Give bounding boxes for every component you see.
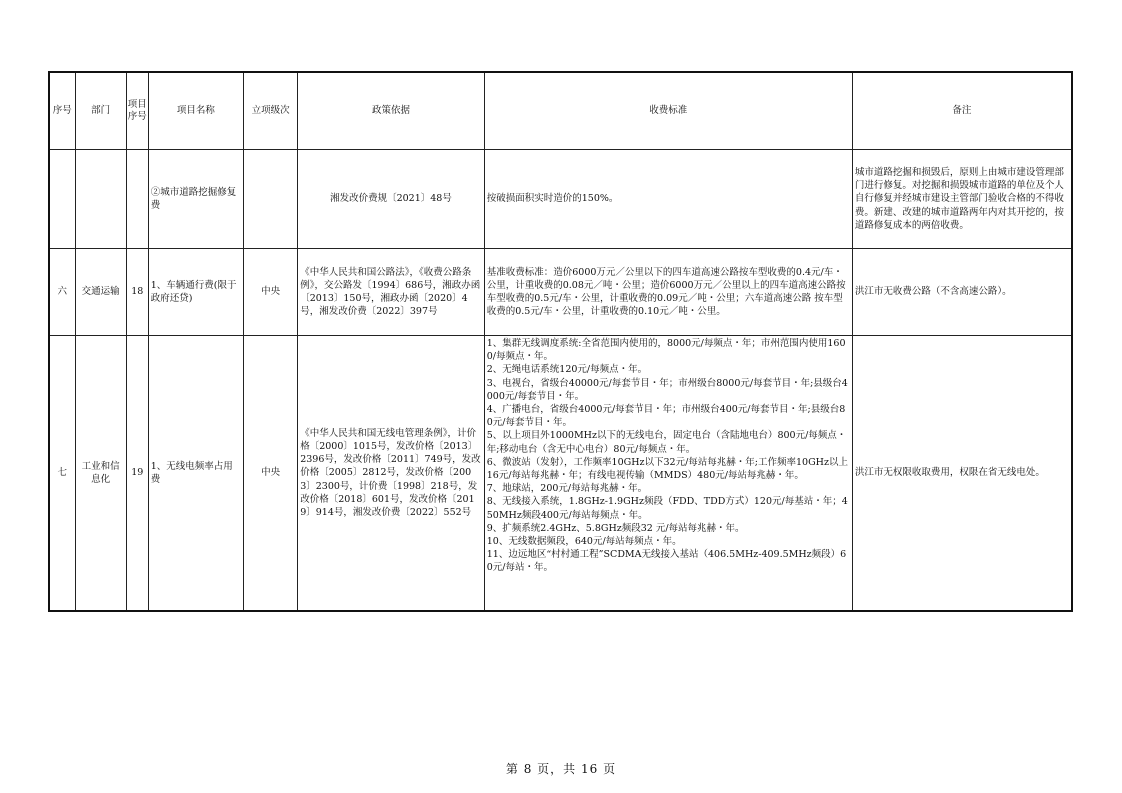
table-row [49,150,1072,249]
row-dept [75,150,126,249]
header-policy: 政策依据 [298,72,485,150]
header-standard: 收费标准 [484,72,852,150]
header-item-name: 项目名称 [148,72,243,150]
row-note: 城市道路挖掘和损毁后，原则上由城市建设管理部门进行修复。对挖掘和损毁城市道路的单位及个人自行修复并经城市建设主管部门验收合格的不得收费。新建、改建的城市道路两年内对其开挖的，按道路修复成本的两倍收费。 [852,150,1072,249]
row-level: 中央 [244,336,298,612]
fee-table [48,71,1073,612]
table-row [49,249,1072,336]
standard-line: 9、扩频系统2.4GHz、5.8GHz频段32 元/每站每兆赫・年。 [486,522,745,534]
row-item-seq [126,150,148,249]
row-item-name: 1、无线电频率占用费 [148,336,243,612]
row-dept: 交通运输 [75,249,126,336]
row-item-seq: 18 [126,249,148,336]
row-seq: 六 [49,249,75,336]
table-row [49,336,1072,612]
header-dept: 部门 [75,72,126,150]
row-standard: 基准收费标准：造价6000万元／公里以下的四车道高速公路按车型收费的0.4元/车・公里，计重收费的0.08元／吨・公里；造价6000万元／公里以上的四车道高速公路按车型收费的0.5元/车・公里，计重收费的0.09元／吨・公里；六车道高速公路 按车型收费的0.5元/车・公里，计重收费的0.10元／吨・公里。 [484,249,852,336]
standard-line: 8、无线接入系统，1.8GHz-1.9GHz频段（FDD、TDD方式）120元/每基站・年；450MHz频段400元/每站每频点・年。 [486,496,848,521]
page-footer: 第 8 页，共 16 页 [505,762,617,776]
header-row [49,72,1072,150]
row-item-seq: 19 [126,336,148,612]
row-policy: 湘发改价费规〔2021〕48号 [298,150,485,249]
row-policy: 《中华人民共和国公路法》，《收费公路条例》，交公路发〔1994〕686号，湘政办函〔2013〕150号，湘政办函〔2020〕4号，湘发改价费〔2022〕397号 [298,249,485,336]
standard-line: 5、以上项目外1000MHz以下的无线电台，固定电台（含陆地电台）800元/每频点・年;移动电台（含无中心电台）80元/每频点・年。 [486,430,847,455]
row-dept: 工业和信息化 [75,336,126,612]
standard-line: 3、电视台，省级台40000元/每套节目・年；市州级台8000元/每套节目・年;县级台4000元/每套节目・年。 [486,377,848,402]
header-level: 立项级次 [244,72,298,150]
row-standard: 按破损面积实时造价的150%。 [484,150,852,249]
standard-line: 4、广播电台，省级台4000元/每套节目・年；市州级台400元/每套节目・年;县级台80元/每套节目・年。 [486,404,846,429]
row-note: 洪江市无权限收取费用，权限在省无线电处。 [852,336,1072,612]
row-note: 洪江市无收费公路（不含高速公路）。 [852,249,1072,336]
standard-line: 2、无绳电话系统120元/每频点・年。 [486,364,648,376]
row-level [244,150,298,249]
row-seq: 七 [49,336,75,612]
row-standard [484,336,852,612]
row-seq [49,150,75,249]
header-seq: 序号 [49,72,75,150]
header-note: 备注 [852,72,1072,150]
header-item-seq: 项目序号 [126,72,148,150]
standard-line: 11、边远地区“村村通工程”SCDMA无线接入基站（406.5MHz-409.5MHz频段）60元/每站・年。 [486,549,847,574]
standard-line: 7、地球站，200元/每站每兆赫・年。 [486,483,648,495]
standard-line: 6、微波站（发射），工作频率10GHz以下32元/每站每兆赫・年;工作频率10GHz以上16元/每站每兆赫・年；有线电视传输（MMDS）480元/每站每兆赫・年。 [486,456,848,482]
standard-line: 10、无线数据频段，640元/每站每频点・年。 [486,536,682,548]
standard-line: 1、集群无线调度系统:全省范围内使用的，8000元/每频点・年；市州范围内使用1600/每频点・年。 [486,338,846,363]
row-level: 中央 [244,249,298,336]
row-policy: 《中华人民共和国无线电管理条例》，计价格〔2000〕1015号，发改价格〔2013〕2396号，发改价格〔2011〕749号，发改价格〔2005〕2812号，发改价格〔2003〕2300号，计价费〔1998〕218号，发改价格〔2018〕601号，发改价格〔2019〕914号，湘发改价费〔2022〕552号 [298,336,485,612]
row-item-name: 1、车辆通行费(限于政府还贷) [148,249,243,336]
row-item-name: ②城市道路挖掘修复费 [148,150,243,249]
